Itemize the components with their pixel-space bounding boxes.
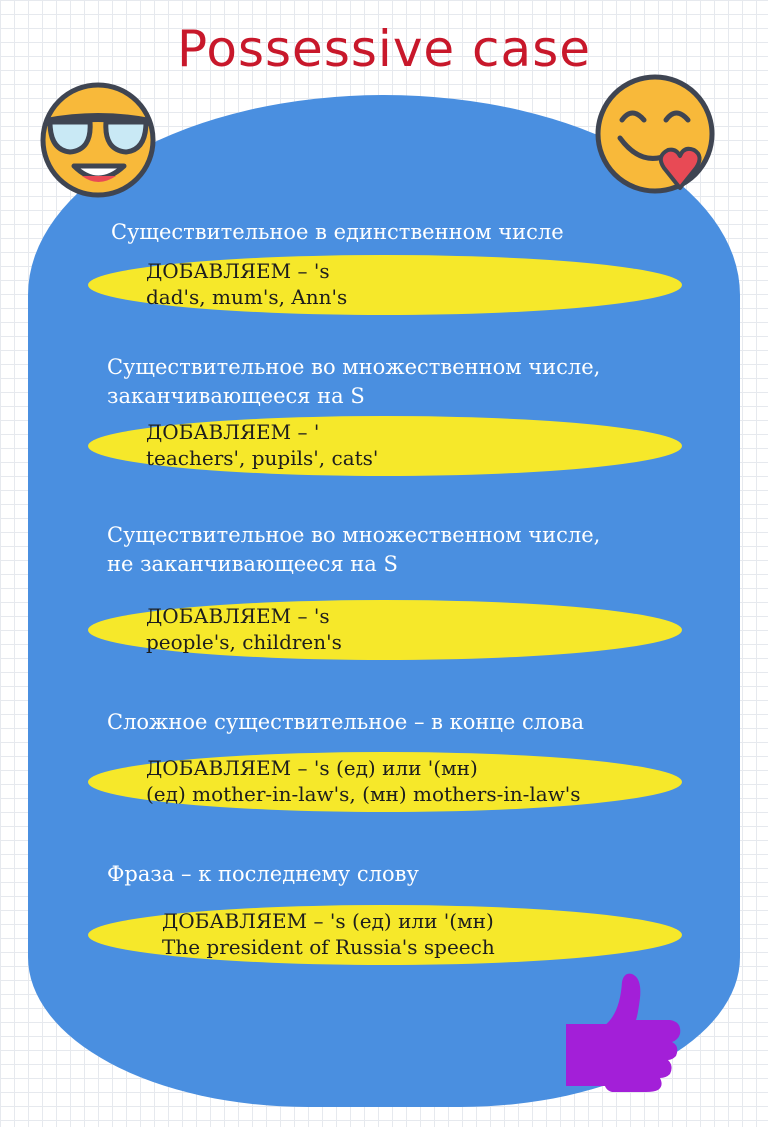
heading-line: Существительное во множественном числе, bbox=[107, 523, 601, 547]
rule-text: ДОБАВЛЯЕМ – 's (ед) или '(мн) bbox=[162, 909, 494, 933]
rule-pill bbox=[88, 905, 682, 965]
example-text: (ед) mother-in-law's, (мн) mothers-in-law's bbox=[146, 782, 581, 806]
section-heading bbox=[107, 353, 600, 411]
section-heading bbox=[107, 521, 600, 579]
cool-sunglasses-emoji-icon bbox=[38, 78, 162, 202]
example-text: people's, children's bbox=[146, 630, 342, 654]
rule-text: ДОБАВЛЯЕМ – 's (ед) или '(мн) bbox=[146, 756, 478, 780]
example-text: teachers', pupils', cats' bbox=[146, 446, 379, 470]
rule-text: ДОБАВЛЯЕМ – ' bbox=[146, 420, 320, 444]
heading-line: Фраза – к последнему слову bbox=[107, 862, 419, 886]
heading-line: Существительное в единственном числе bbox=[111, 220, 564, 244]
rule-pill bbox=[88, 255, 682, 315]
example-text: The president of Russia's speech bbox=[162, 935, 495, 959]
example-text: dad's, mum's, Ann's bbox=[146, 285, 348, 309]
section-heading bbox=[107, 860, 419, 889]
section-heading bbox=[107, 708, 584, 737]
heading-line: Сложное существительное – в конце слова bbox=[107, 710, 585, 734]
rule-pill bbox=[88, 600, 682, 660]
section-heading bbox=[111, 218, 564, 247]
rule-pill bbox=[88, 752, 682, 812]
rule-text: ДОБАВЛЯЕМ – 's bbox=[146, 604, 330, 628]
heading-line: не заканчивающееся на S bbox=[107, 552, 398, 576]
heading-line: Существительное во множественном числе, bbox=[107, 355, 601, 379]
heading-line: заканчивающееся на S bbox=[107, 384, 365, 408]
rule-pill bbox=[88, 416, 682, 476]
rule-text: ДОБАВЛЯЕМ – 's bbox=[146, 259, 330, 283]
kiss-heart-emoji-icon bbox=[592, 70, 722, 200]
thumbs-up-icon bbox=[562, 968, 686, 1096]
page-title: Possessive case bbox=[177, 20, 591, 78]
